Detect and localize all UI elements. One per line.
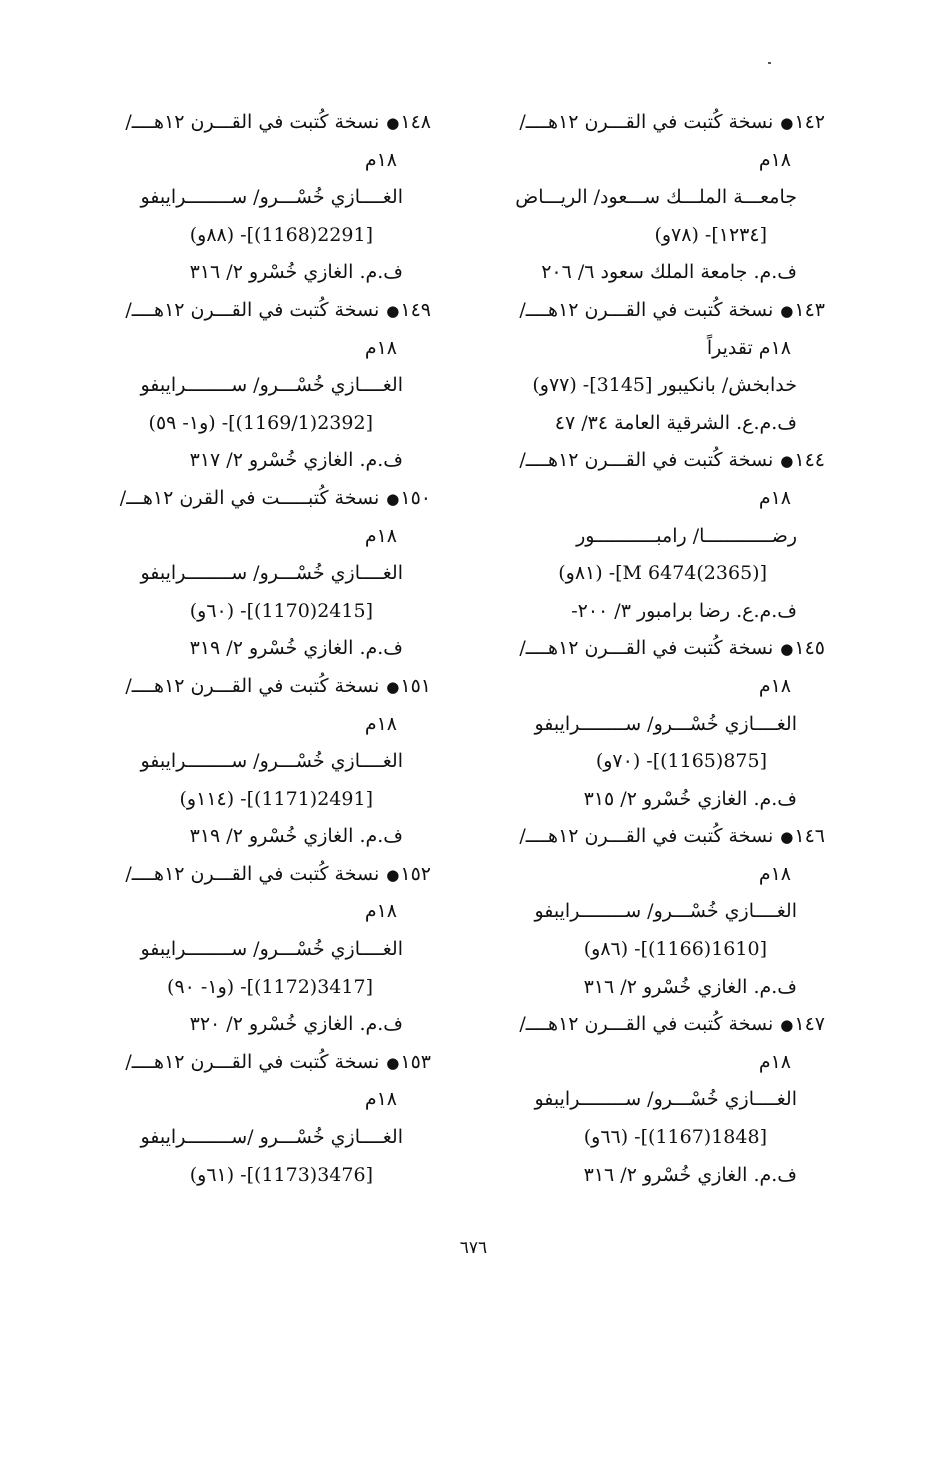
entry-century: ١٨م (364, 900, 397, 923)
entry-library: الغــــازي خُسْـــرو/ ســــــــرايبفو (534, 712, 797, 735)
entry-shelfmark: [875(1165)]- (٧٠و) (595, 750, 767, 773)
entry-number: ١٤٥ (794, 637, 825, 660)
entry-number: ١٥٣ (400, 1050, 431, 1073)
entry-heading (91, 1044, 431, 1082)
entry-heading (485, 292, 825, 330)
entry-date-line: نسخة كُتبت في القـــرن ١٢هــــ/ (519, 637, 774, 660)
entry-heading (91, 104, 431, 142)
entry-century: ١٨م تقديراً (706, 336, 791, 359)
entry-reference: ف.م. جامعة الملك سعود ٦/ ٢٠٦ (541, 261, 797, 284)
entry-number: ١٤٢ (794, 111, 825, 133)
entry-number: ١٥١ (400, 674, 431, 697)
bullet-icon: ● (780, 301, 794, 320)
entry-library: رضــــــــــــا/ رامبـــــــــــور (576, 524, 797, 547)
entry-reference: ف.م. الغازي خُسْرو ٢/ ٣١٦ (583, 975, 797, 998)
entry-heading (91, 292, 431, 330)
catalog-entry (91, 668, 431, 856)
entry-reference: ف.م. الغازي خُسْرو ٢/ ٣١٦ (583, 1163, 797, 1186)
entry-century: ١٨م (758, 862, 791, 885)
entry-reference: ف.م. الغازي خُسْرو ٢/ ٣١٩ (189, 825, 403, 848)
entry-library: الغــــازي خُسْـــرو/ ســــــــرايبفو (140, 750, 403, 773)
entry-reference: ف.م. الغازي خُسْرو ٢/ ٣١٥ (583, 787, 797, 810)
catalog-entry (485, 818, 825, 1006)
catalog-entry (91, 480, 431, 668)
entry-date-line: نسخة كُتبت في القـــرن ١٢هــــ/ (519, 449, 774, 472)
entry-heading (91, 480, 431, 518)
entry-shelfmark: [1848(1167)]- (٦٦و) (583, 1126, 767, 1149)
entry-date-line: نسخة كُتبت في القـــرن ١٢هــــ/ (519, 111, 774, 133)
entry-reference: ف.م.ع. الشرقية العامة ٣٤/ ٤٧ (554, 411, 797, 434)
entry-reference: ف.م.ع. رضا برامبور ٣/ ٢٠٠- (571, 599, 797, 622)
entry-library: الغــــازي خُسْـــرو/ ســــــــرايبفو (534, 1088, 797, 1111)
entry-century: ١٨م (364, 524, 397, 547)
entry-heading (485, 104, 825, 142)
bullet-icon: ● (780, 114, 794, 132)
bullet-icon: ● (780, 640, 794, 659)
entry-heading (485, 1006, 825, 1044)
entry-number: ١٤٧ (794, 1013, 825, 1036)
entry-century: ١٨م (364, 712, 397, 735)
catalog-entry (485, 292, 825, 442)
catalog-entry (91, 292, 431, 480)
entry-library: الغــــازي خُسْـــرو/ ســــــــرايبفو (140, 374, 403, 397)
bullet-icon: ● (386, 865, 400, 884)
entry-century: ١٨م (758, 486, 791, 509)
entry-shelfmark: [2491(1171)]- (١١٤و) (179, 787, 373, 810)
entry-century: ١٨م (758, 674, 791, 697)
catalog-entry (91, 856, 431, 1044)
bullet-icon: ● (386, 677, 400, 696)
entry-century: ١٨م (364, 1088, 397, 1111)
entry-reference: ف.م. الغازي خُسْرو ٢/ ٣١٦ (189, 261, 403, 284)
entry-number: ١٥٢ (400, 862, 431, 885)
entry-century: ١٨م (364, 148, 397, 171)
bullet-icon: ● (780, 1016, 794, 1035)
entry-date-line: نسخة كُتبت في القـــرن ١٢هــــ/ (125, 862, 380, 885)
entry-shelfmark: [2392(1169/1)]- (و١- ٥٩) (148, 411, 373, 434)
entry-shelfmark: [١٢٣٤]- (٧٨و) (654, 223, 767, 246)
bullet-icon: ● (386, 114, 400, 132)
entry-shelfmark: [3417(1172)]- (و١- ٩٠) (167, 975, 373, 998)
entry-date-line: نسخة كُتبت في القـــرن ١٢هــــ/ (519, 1013, 774, 1036)
entry-number: ١٤٣ (794, 298, 825, 321)
entry-heading (485, 442, 825, 480)
entry-number: ١٤٩ (400, 298, 431, 321)
left-column (91, 104, 431, 1194)
entry-number: ١٤٤ (794, 449, 825, 472)
bullet-icon: ● (386, 301, 400, 320)
entry-library: جامعـــة الملـــك ســـعود/ الريـــاض (515, 186, 797, 209)
entry-date-line: نسخة كُتبت في القـــرن ١٢هــــ/ (519, 825, 774, 848)
entry-library: خدابخش/ بانكيبور [3145]- (٧٧و) (532, 374, 797, 397)
entry-century: ١٨م (758, 148, 791, 171)
catalog-entry (485, 630, 825, 818)
catalog-entry (485, 1006, 825, 1194)
entry-heading (91, 856, 431, 894)
entry-date-line: نسخة كُتبت في القـــرن ١٢هــــ/ (125, 111, 380, 133)
entry-number: ١٤٨ (400, 111, 431, 133)
bullet-icon: ● (780, 828, 794, 847)
entry-heading (91, 668, 431, 706)
scan-mark (768, 62, 771, 64)
page-number: ٦٧٦ (459, 1238, 488, 1258)
entry-library: الغــــازي خُسْـــرو/ ســــــــرايبفو (140, 562, 403, 585)
entry-century: ١٨م (758, 1050, 791, 1073)
entry-shelfmark: [1610(1166)]- (٨٦و) (583, 938, 767, 961)
entry-reference: ف.م. الغازي خُسْرو ٢/ ٣١٩ (189, 637, 403, 660)
entry-date-line: نسخة كُتبت في القـــرن ١٢هــــ/ (519, 298, 774, 321)
entry-date-line: نسخة كُتبت في القـــرن ١٢هــــ/ (125, 674, 380, 697)
entry-heading (485, 630, 825, 668)
entry-library: الغــــازي خُسْـــرو/ ســــــــرايبفو (534, 900, 797, 923)
catalog-entry (485, 442, 825, 630)
catalog-entry (91, 104, 431, 292)
catalog-entry (485, 104, 825, 292)
entry-reference: ف.م. الغازي خُسْرو ٢/ ٣١٧ (189, 449, 403, 472)
entry-shelfmark: [2415(1170)]- (٦٠و) (189, 599, 373, 622)
entry-number: ١٤٦ (794, 825, 825, 848)
entry-date-line: نسخة كُتبـــــت في القرن ١٢هـــ/ (119, 486, 380, 509)
entry-library: الغــــازي خُسْـــرو /ســــــــرايبفو (140, 1126, 403, 1149)
entry-date-line: نسخة كُتبت في القـــرن ١٢هــــ/ (125, 1050, 380, 1073)
entry-number: ١٥٠ (400, 486, 431, 509)
bullet-icon: ● (780, 452, 794, 471)
entry-heading (485, 818, 825, 856)
entry-library: الغــــازي خُسْـــرو/ ســــــــرايبفو (140, 186, 403, 209)
entry-shelfmark: [M 6474(2365)]- (٨١و) (558, 562, 767, 585)
right-column (485, 104, 825, 1194)
bullet-icon: ● (386, 1053, 400, 1072)
entry-century: ١٨م (364, 336, 397, 359)
entry-shelfmark: [2291(1168)]- (٨٨و) (189, 223, 373, 246)
entry-library: الغــــازي خُسْـــرو/ ســــــــرايبفو (140, 938, 403, 961)
bullet-icon: ● (386, 489, 400, 508)
entry-shelfmark: [3476(1173)]- (٦١و) (189, 1163, 373, 1186)
entry-date-line: نسخة كُتبت في القـــرن ١٢هــــ/ (125, 298, 380, 321)
catalog-entry (91, 1044, 431, 1194)
entry-reference: ف.م. الغازي خُسْرو ٢/ ٣٢٠ (189, 1013, 403, 1036)
